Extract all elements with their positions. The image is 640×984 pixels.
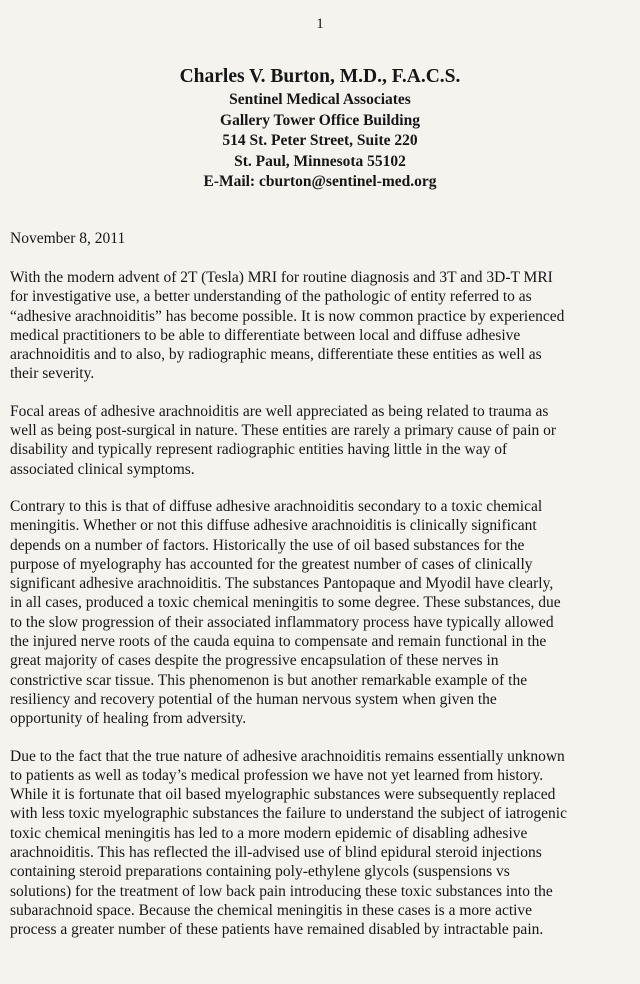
paragraph-line: process a greater number of these patients have remained disabled by intractable pain.: [10, 921, 544, 939]
building-name: Gallery Tower Office Building: [220, 111, 420, 129]
paragraph-line: significant adhesive arachnoiditis. The substances Pantopaque and Myodil have clearly,: [10, 575, 554, 593]
body-paragraph: [10, 402, 632, 479]
paragraph-line: arachnoiditis. This has reflected the ill-advised use of blind epidural steroid injections: [10, 844, 542, 862]
paragraph-line: for investigative use, a better understanding of the pathologic of entity referred to as: [10, 288, 532, 306]
paragraph-line: well as being post-surgical in nature. These entities are rarely a primary cause of pain or: [10, 422, 557, 440]
paragraph-line: opportunity of healing from adversity.: [10, 710, 247, 728]
paragraph-line: Focal areas of adhesive arachnoiditis are well appreciated as being related to trauma as: [10, 402, 549, 420]
paragraph-line: in all cases, produced a toxic chemical meningitis to some degree. These substances, due: [10, 594, 561, 612]
paragraph-line: solutions) for the treatment of low back pain introducing these toxic substances into the: [10, 882, 553, 900]
paragraph-line: subarachnoid space. Because the chemical meningitis in these cases is a more active: [10, 901, 533, 919]
body-paragraph: [10, 747, 632, 940]
author-name: Charles V. Burton, M.D., F.A.C.S.: [179, 66, 461, 87]
email-address: E-Mail: cburton@sentinel-med.org: [203, 173, 437, 190]
paragraph-line: associated clinical symptoms.: [10, 460, 195, 478]
paragraph-line: constrictive scar tissue. This phenomenon is but another remarkable example of the: [10, 671, 528, 689]
paragraph-line: purpose of myelography has accounted for the greatest number of cases of clinically: [10, 555, 533, 573]
paragraph-line: “adhesive arachnoiditis” has become possible. It is now common practice by experienced: [10, 307, 565, 325]
letter-date: November 8, 2011: [10, 230, 126, 247]
page-number: 1: [316, 16, 324, 32]
letterhead: [0, 64, 640, 193]
body-paragraph: [10, 497, 632, 729]
paragraph-line: arachnoiditis and to also, by radiographic means, differentiate these entities as well as: [10, 346, 542, 364]
paragraph-line: toxic chemical meningitis has led to a more modern epidemic of disabling adhesive: [10, 824, 528, 842]
paragraph-line: to the slow progression of their associated inflammatory process have typically allowed: [10, 613, 554, 631]
paragraph-line: With the modern advent of 2T (Tesla) MRI for routine diagnosis and 3T and 3D-T MRI: [10, 269, 553, 286]
paragraph-line: great majority of cases despite the progressive encapsulation of these nerves in: [10, 652, 499, 670]
paragraph-line: meningitis. Whether or not this diffuse adhesive arachnoiditis is clinically significant: [10, 517, 537, 535]
paragraph-line: to patients as well as today’s medical profession we have not yet learned from history.: [10, 766, 544, 784]
paragraph-line: depends on a number of factors. Historically the use of oil based substances for the: [10, 536, 525, 554]
paragraph-line: the injured nerve roots of the cauda equina to compensate and remain functional in the: [10, 633, 547, 651]
paragraph-line: with less toxic myelographic substances the failure to understand the subject of iatrogenic: [10, 805, 567, 823]
paragraph-line: containing steroid preparations containing poly-ethylene glycols (suspensions vs: [10, 863, 510, 881]
paragraph-line: Contrary to this is that of diffuse adhesive arachnoiditis secondary to a toxic chemical: [10, 497, 543, 515]
city-state-zip: St. Paul, Minnesota 55102: [234, 152, 406, 170]
street-address: 514 St. Peter Street, Suite 220: [222, 132, 418, 149]
letter-body: [10, 268, 632, 958]
paragraph-line: disability and typically represent radiographic entities having little in the way of: [10, 441, 508, 459]
organization-name: Sentinel Medical Associates: [229, 91, 411, 108]
paragraph-line: their severity.: [10, 365, 95, 383]
body-paragraph: [10, 268, 632, 384]
paragraph-line: medical practitioners to be able to differentiate between local and diffuse adhesive: [10, 326, 521, 344]
paragraph-line: resiliency and recovery potential of the human nervous system when given the: [10, 690, 497, 708]
paragraph-line: While it is fortunate that oil based myelographic substances were subsequently replaced: [10, 786, 556, 804]
paragraph-line: Due to the fact that the true nature of adhesive arachnoiditis remains essentially unknown: [10, 747, 565, 765]
